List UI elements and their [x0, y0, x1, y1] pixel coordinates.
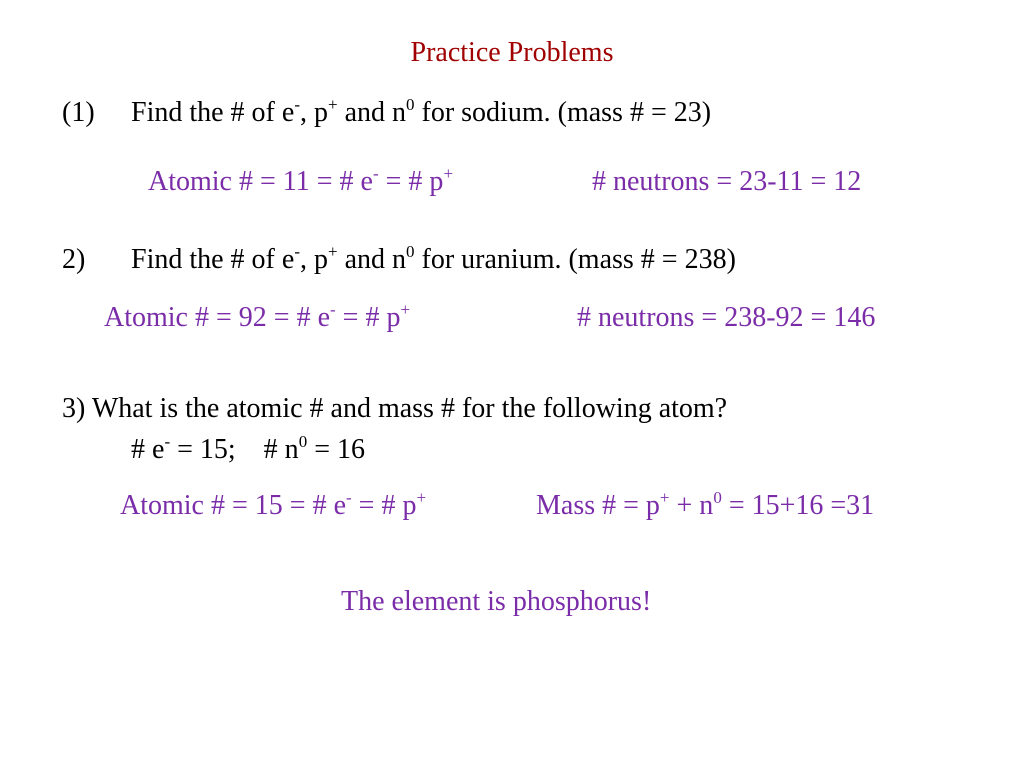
problem-3-mass-answer: Mass # = $p^+ + n^0 = 15+16 =31$: [536, 488, 875, 521]
problem-3-question: 3) What is the atomic # and mass # for the following atom?: [62, 393, 728, 424]
problem-2-neutron-answer: # neutrons = 238-92 = 146: [577, 302, 876, 333]
problem-2-number: 2): [62, 244, 86, 275]
problem-1-atomic-answer: Atomic # = 11 = # e- = # p+: [148, 164, 454, 197]
problem-2-question: Find the # of e-, p+ and $n^0$ for uranium. (mass # = 238): [131, 242, 736, 275]
slide-title: Practice Problems: [410, 37, 614, 68]
problem-3-atomic-answer: Atomic # = 15 = # e- = # p+: [120, 488, 427, 521]
problem-3-given: # e- = 15; # $n^0 = 16$: [131, 432, 365, 465]
problem-2-atomic-answer: Atomic # = 92 = # e- = # p+: [104, 300, 411, 333]
problem-1-neutron-answer: # neutrons = 23-11 = 12: [592, 166, 862, 197]
problem-3-conclusion: The element is phosphorus!: [341, 586, 652, 617]
problem-1-number: (1): [62, 97, 95, 128]
problem-1-question: Find the # of e-, p+ and $n^0$ for sodium. (mass # = 23): [131, 95, 712, 128]
